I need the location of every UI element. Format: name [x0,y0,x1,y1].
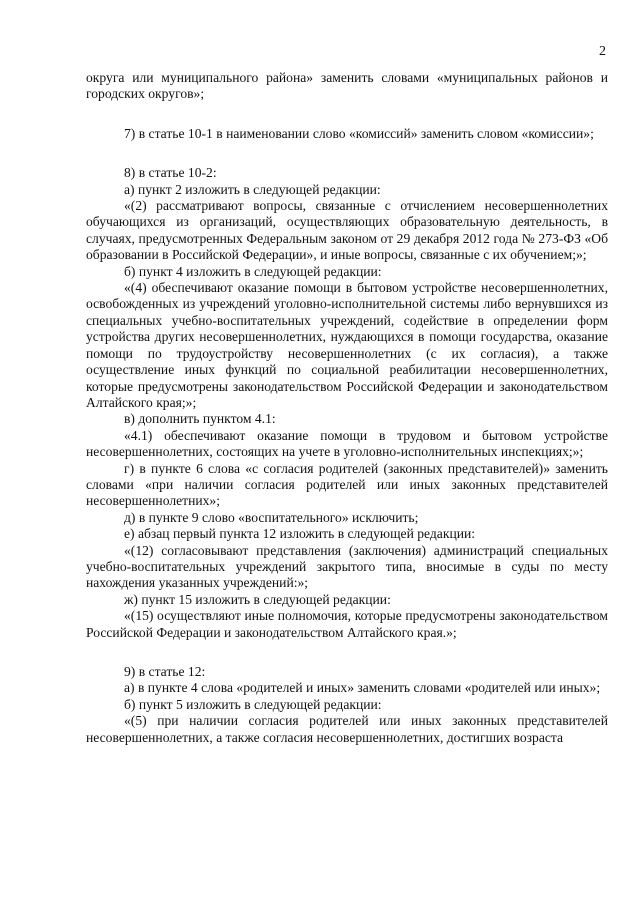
document-paragraph: г) в пункте 6 слова «с согласия родителей (законных представителей)» заменить словами «при наличии согласия родителей или иных законных представителей несовершеннолетних»; [86,460,608,509]
document-paragraph: «(4) обеспечивают оказание помощи в бытовом устройстве несовершеннолетних, освобожденных из учреждений уголовно-исполнительной системы либо вернувшихся из специальных учебно-воспитательных учреждений, содействие в определении форм устройства других несовершеннолетних, нуждающихся в помощи государства, оказание помощи по трудоустройству несовершеннолетних (с их согласия), а также осуществление иных функций по социальной реабилитации несовершеннолетних, которые предусмотрены законодательством Российской Федерации и законодательством Алтайского края;»; [86,280,608,410]
paragraph-gap [86,103,608,126]
document-paragraph: 7) в статье 10-1 в наименовании слово «комиссий» заменить словом «комиссии»; [124,125,594,141]
paragraph-gap [86,142,608,165]
document-paragraph: б) пункт 5 изложить в следующей редакции: [124,696,382,712]
document-paragraph: а) в пункте 4 слова «родителей и иных» заменить словами «родителей или иных»; [124,680,601,696]
document-paragraph: «(15) осуществляют иные полномочия, которые предусмотрены законодательством Российской Федерации и законодательством Алтайского края.»; [86,608,608,640]
document-paragraph: в) дополнить пунктом 4.1: [124,411,276,427]
page-number: 2 [599,44,606,59]
document-paragraph: б) пункт 4 изложить в следующей редакции: [124,263,382,279]
document-paragraph: «(5) при наличии согласия родителей или иных законных представителей несовершеннолетних, а также согласия несовершеннолетних, достигших возраста [86,713,608,745]
document-paragraph: «4.1) обеспечивают оказание помощи в трудовом и бытовом устройстве несовершеннолетних, состоящих на учете в уголовно-исполнительных инспекциях;»; [86,427,608,460]
document-paragraph: 8) в статье 10-2: [124,165,217,181]
document-paragraph: «(2) рассматривают вопросы, связанные с отчислением несовершеннолетних обучающихся из организаций, осуществляющих образовательную деятельность, в случаях, предусмотренных Федеральным законом от 29 декабря 2012 года № 273-ФЗ «Об образовании в Российской Федерации», и иные вопросы, связанные с их обучением;»; [86,198,608,263]
document-paragraph: а) пункт 2 изложить в следующей редакции: [124,181,381,197]
document-paragraph: 9) в статье 12: [124,664,206,679]
document-paragraph: д) в пункте 9 слово «воспитательного» исключить; [124,509,419,525]
document-paragraph: «(12) согласовывают представления (заключения) администраций специальных учебно-воспитательных учреждений закрытого типа, вносимые в суды по месту нахождения указанных учреждений:»; [86,542,608,591]
document-paragraph: е) абзац первый пункта 12 изложить в следующей редакции: [124,526,476,542]
document-paragraph: ж) пункт 15 изложить в следующей редакции: [124,591,391,607]
document-body [86,70,608,746]
document-paragraph: округа или муниципального района» заменить словами «муниципальных районов и городских округов»; [86,70,608,102]
paragraph-gap [86,641,608,664]
